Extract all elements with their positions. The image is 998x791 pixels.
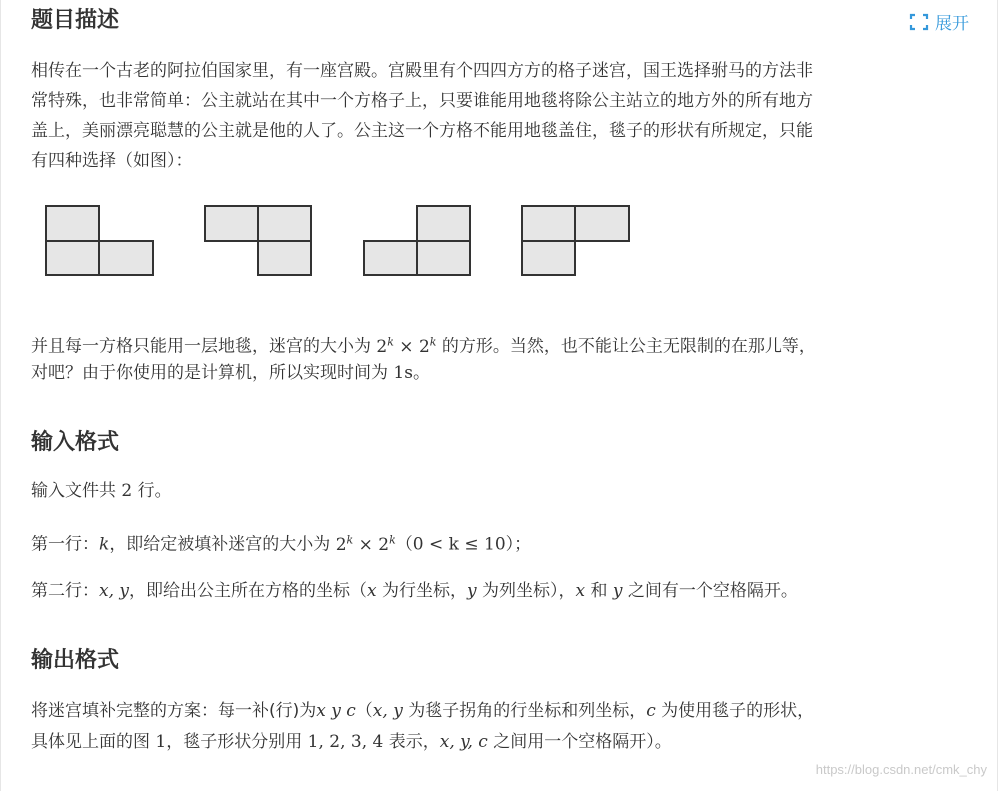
description-line-3: 盖上，美丽漂亮聪慧的公主就是他的人了。公主这一个方格不能用地毯盖住，毯子的形状有所规定，只能 [31,121,813,141]
input-line-1: 输入文件共 2 行。 [31,481,172,501]
carpet-shape-3 [364,206,470,275]
input-line-3: 第二行：x, y，即给出公主所在方格的坐标（x 为行坐标，y 为列坐标），x 和 y 之间有一个空格隔开。 [31,581,798,601]
carpet-shape-2 [205,206,311,275]
carpet-shape-1 [46,206,153,275]
math-size-2: $2^k \times 2^k$ [335,533,396,555]
description-line-4: 有四种选择（如图）： [31,151,193,171]
description-line-1: 相传在一个古老的阿拉伯国家里，有一座宫殿。宫殿里有个四四方方的格子迷宫，国王选择驸马的方法非 [31,61,813,81]
output-heading: 输出格式 [31,648,120,673]
math-size: $2^k \times 2^k$ [376,335,437,357]
expand-label: 展开 [935,14,969,34]
carpet-shape-4 [522,206,629,275]
expand-icon [909,13,929,31]
description-size-line: 并且每一方格只能用一层地毯，迷宫的大小为 $2^k \times 2^k$ 的方形。当然，也不能让公主无限制的在那儿等， [31,335,816,357]
expand-button[interactable] [909,9,969,34]
output-line-1: 将迷宫填补完整的方案：每一补(行)为x y c（x, y 为毯子拐角的行坐标和列坐标，c 为使用毯子的形状， [31,701,815,721]
description-line-2: 常特殊，也非常简单：公主就站在其中一个方格子上，只要谁能用地毯将除公主站立的地方外的所有地方 [31,91,813,111]
watermark: https://blog.csdn.net/cmk_chy [815,762,987,777]
output-line-2: 具体见上面的图 1，毯子形状分别用 1, 2, 3, 4 表示，x, y, c 之间用一个空格隔开）。 [31,732,672,752]
description-heading: 题目描述 [31,8,120,33]
carpet-shapes-svg [45,204,645,284]
carpet-figure [45,204,645,288]
description-time-line: 对吧？由于你使用的是计算机，所以实现时间为 1s。 [31,363,430,383]
input-heading: 输入格式 [31,430,120,455]
math-time: 1s [393,363,413,383]
input-line-2: 第一行：k，即给定被填补迷宫的大小为 $2^k \times 2^k(0 < k \le 10)$； [31,533,532,555]
